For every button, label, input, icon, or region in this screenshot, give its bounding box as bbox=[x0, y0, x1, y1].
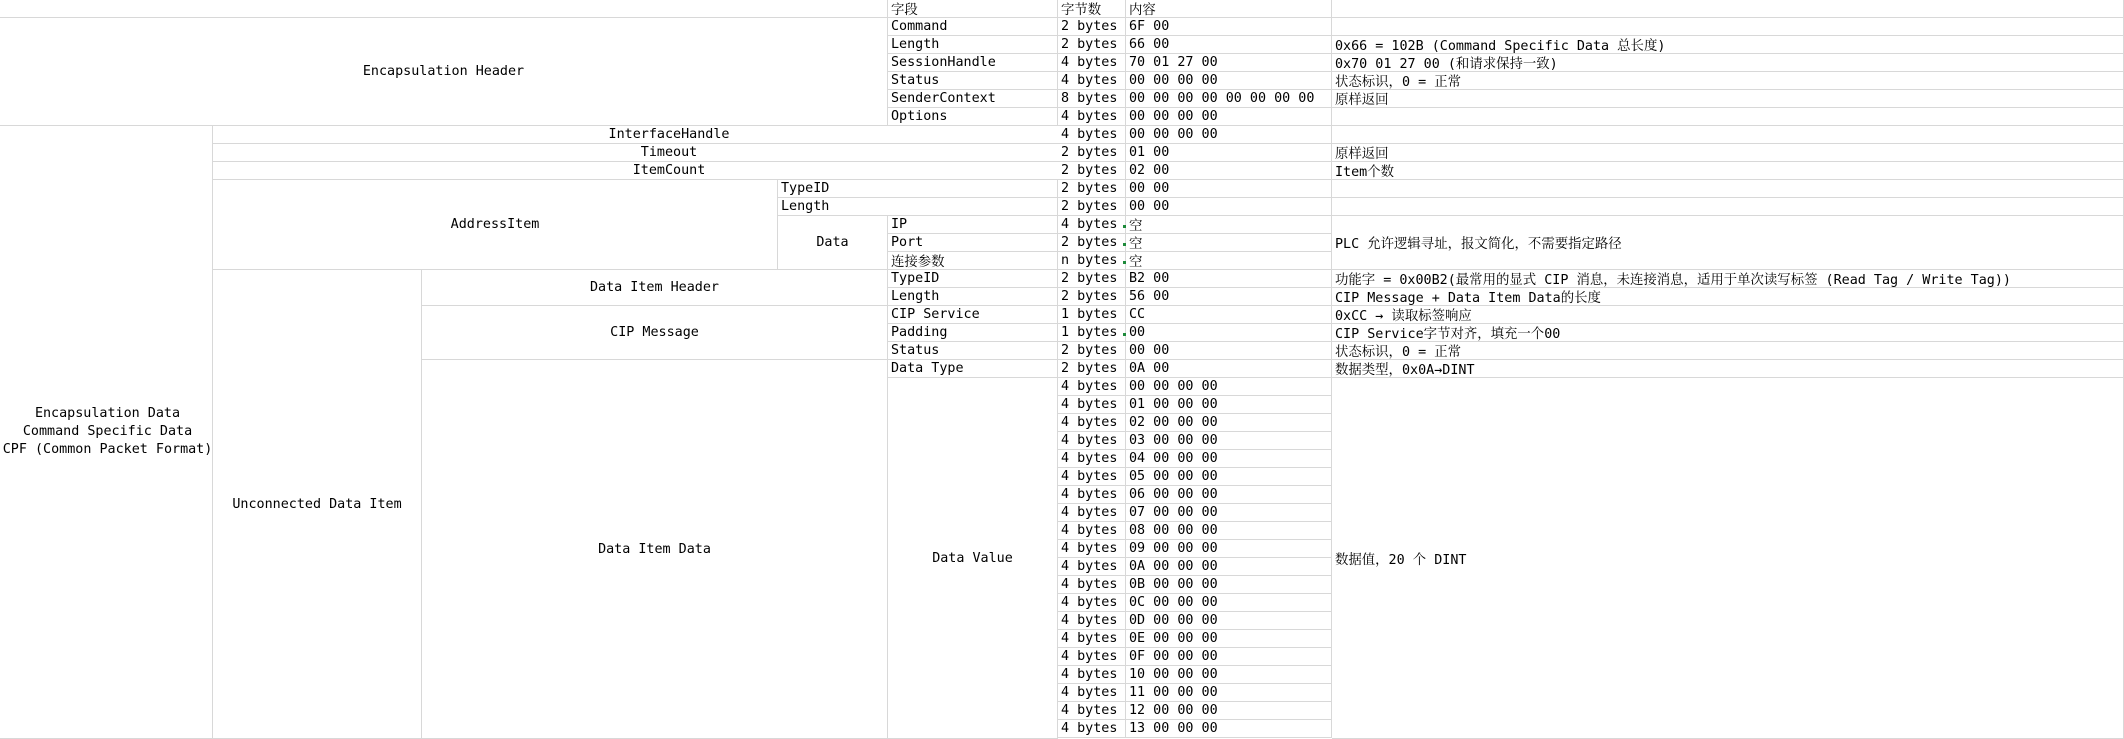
item-count-cell[interactable]: ItemCount bbox=[213, 162, 1126, 180]
address-item-group[interactable]: AddressItem bbox=[213, 180, 778, 270]
data-value-bytes-cell[interactable]: 4 bytes bbox=[1058, 378, 1126, 396]
header-content-cell[interactable]: 6F 00 bbox=[1126, 18, 1332, 36]
column-header-content[interactable]: 内容 bbox=[1126, 0, 1332, 18]
address-content-cell[interactable]: 00 00 bbox=[1126, 180, 1332, 198]
item-field-cell[interactable]: Status bbox=[888, 342, 1058, 360]
address-content-cell[interactable]: 空 bbox=[1126, 216, 1332, 234]
address-content-cell[interactable]: 空 bbox=[1126, 234, 1332, 252]
address-data-group[interactable]: Data bbox=[778, 216, 888, 270]
address-field-cell[interactable]: Port bbox=[888, 234, 1058, 252]
cpf-content-cell[interactable]: 02 00 bbox=[1126, 162, 1332, 180]
interface-handle-cell[interactable]: InterfaceHandle bbox=[213, 126, 1126, 144]
address-field-cell[interactable]: Length bbox=[778, 198, 1058, 216]
padding-cell-marker bbox=[1123, 333, 1126, 336]
header-content-cell[interactable]: 00 00 00 00 00 00 00 00 bbox=[1126, 90, 1332, 108]
data-value-bytes-cell[interactable]: 4 bytes bbox=[1058, 396, 1126, 414]
data-value-content-cell[interactable]: 0F 00 00 00 bbox=[1126, 648, 1332, 666]
address-bytes-cell[interactable]: 2 bytes bbox=[1058, 180, 1126, 198]
header-note-cell[interactable] bbox=[1332, 108, 2124, 126]
header-field-cell[interactable]: Status bbox=[888, 72, 1058, 90]
item-content-cell[interactable]: CC bbox=[1126, 306, 1332, 324]
header-note-cell[interactable]: 0x70 01 27 00 (和请求保持一致) bbox=[1332, 54, 2124, 72]
data-value-content-cell[interactable]: 0C 00 00 00 bbox=[1126, 594, 1332, 612]
data-value-bytes-cell[interactable]: 4 bytes bbox=[1058, 504, 1126, 522]
data-value-bytes-cell[interactable]: 4 bytes bbox=[1058, 414, 1126, 432]
encapsulation-header-group[interactable]: Encapsulation Header bbox=[0, 18, 888, 126]
item-note-cell[interactable]: 状态标识，0 = 正常 bbox=[1332, 342, 2124, 360]
header-field-cell[interactable]: Length bbox=[888, 36, 1058, 54]
data-value-content-cell[interactable]: 0D 00 00 00 bbox=[1126, 612, 1332, 630]
cpf-bytes-cell[interactable]: 4 bytes bbox=[1058, 126, 1126, 144]
item-content-cell[interactable]: 0A 00 bbox=[1126, 360, 1332, 378]
item-bytes-cell[interactable]: 2 bytes bbox=[1058, 270, 1126, 288]
data-value-bytes-cell[interactable]: 4 bytes bbox=[1058, 720, 1126, 738]
data-value-bytes-cell[interactable]: 4 bytes bbox=[1058, 594, 1126, 612]
column-header-field[interactable]: 字段 bbox=[888, 0, 1058, 18]
data-value-bytes-cell[interactable]: 4 bytes bbox=[1058, 684, 1126, 702]
data-value-note[interactable]: 数据值，20 个 DINT bbox=[1332, 378, 2124, 739]
item-field-cell[interactable]: Data Type bbox=[888, 360, 1058, 378]
item-field-cell[interactable]: Padding bbox=[888, 324, 1058, 342]
cpf-note-cell[interactable] bbox=[1332, 126, 2124, 144]
data-value-content-cell[interactable]: 06 00 00 00 bbox=[1126, 486, 1332, 504]
header-note-cell[interactable] bbox=[1332, 18, 2124, 36]
data-value-bytes-cell[interactable]: 4 bytes bbox=[1058, 432, 1126, 450]
header-field-cell[interactable]: SenderContext bbox=[888, 90, 1058, 108]
header-content-cell[interactable]: 00 00 00 00 bbox=[1126, 72, 1332, 90]
header-field-cell[interactable]: SessionHandle bbox=[888, 54, 1058, 72]
item-bytes-cell[interactable]: 1 bytes bbox=[1058, 306, 1126, 324]
address-bytes-cell[interactable]: 2 bytes bbox=[1058, 198, 1126, 216]
data-value-content-cell[interactable]: 02 00 00 00 bbox=[1126, 414, 1332, 432]
item-bytes-cell[interactable]: 1 bytes bbox=[1058, 324, 1126, 342]
data-value-content-cell[interactable]: 0B 00 00 00 bbox=[1126, 576, 1332, 594]
data-value-bytes-cell[interactable]: 4 bytes bbox=[1058, 666, 1126, 684]
data-value-content-cell[interactable]: 0A 00 00 00 bbox=[1126, 558, 1332, 576]
data-value-content-cell[interactable]: 00 00 00 00 bbox=[1126, 378, 1332, 396]
data-value-bytes-cell[interactable]: 4 bytes bbox=[1058, 576, 1126, 594]
cip-message-group[interactable]: CIP Message bbox=[422, 306, 888, 360]
data-value-bytes-cell[interactable]: 4 bytes bbox=[1058, 630, 1126, 648]
data-value-content-cell[interactable]: 01 00 00 00 bbox=[1126, 396, 1332, 414]
address-bytes-cell[interactable]: n bytes bbox=[1058, 252, 1126, 270]
item-note-cell[interactable]: CIP Message + Data Item Data的长度 bbox=[1332, 288, 2124, 306]
header-content-cell[interactable]: 70 01 27 00 bbox=[1126, 54, 1332, 72]
address-bytes-cell[interactable]: 4 bytes bbox=[1058, 216, 1126, 234]
data-value-content-cell[interactable]: 11 00 00 00 bbox=[1126, 684, 1332, 702]
data-value-bytes-cell[interactable]: 4 bytes bbox=[1058, 702, 1126, 720]
encapsulation-data-label-2: Command Specific Data bbox=[22, 424, 193, 439]
data-item-header-group[interactable]: Data Item Header bbox=[422, 270, 888, 306]
data-value-content-cell[interactable]: 07 00 00 00 bbox=[1126, 504, 1332, 522]
item-field-cell[interactable]: CIP Service bbox=[888, 306, 1058, 324]
header-content-cell[interactable]: 00 00 00 00 bbox=[1126, 108, 1332, 126]
cpf-note-cell[interactable]: Item个数 bbox=[1332, 162, 2124, 180]
encapsulation-data-label-1: Encapsulation Data bbox=[34, 406, 181, 421]
data-value-bytes-cell[interactable]: 4 bytes bbox=[1058, 558, 1126, 576]
data-value-bytes-cell[interactable]: 4 bytes bbox=[1058, 486, 1126, 504]
header-note-cell[interactable]: 0x66 = 102B (Command Specific Data 总长度) bbox=[1332, 36, 2124, 54]
data-value-bytes-cell[interactable]: 4 bytes bbox=[1058, 468, 1126, 486]
header-bytes-cell[interactable]: 2 bytes bbox=[1058, 36, 1126, 54]
data-value-content-cell[interactable]: 13 00 00 00 bbox=[1126, 720, 1332, 738]
item-content-cell[interactable]: 00 bbox=[1126, 324, 1332, 342]
address-field-cell[interactable]: TypeID bbox=[778, 180, 1058, 198]
timeout-cell[interactable]: Timeout bbox=[213, 144, 1126, 162]
data-value-group[interactable]: Data Value bbox=[888, 378, 1058, 739]
header-note-cell[interactable]: 原样返回 bbox=[1332, 90, 2124, 108]
header-bytes-cell[interactable]: 8 bytes bbox=[1058, 90, 1126, 108]
item-content-cell[interactable]: 00 00 bbox=[1126, 342, 1332, 360]
data-value-bytes-cell[interactable]: 4 bytes bbox=[1058, 612, 1126, 630]
item-note-cell[interactable]: 0xCC → 读取标签响应 bbox=[1332, 306, 2124, 324]
header-content-cell[interactable]: 66 00 bbox=[1126, 36, 1332, 54]
data-value-content-cell[interactable]: 10 00 00 00 bbox=[1126, 666, 1332, 684]
item-content-cell[interactable]: 56 00 bbox=[1126, 288, 1332, 306]
item-note-cell[interactable]: CIP Service字节对齐，填充一个00 bbox=[1332, 324, 2124, 342]
data-item-data-group[interactable]: Data Item Data bbox=[422, 360, 888, 739]
cpf-note-cell[interactable]: 原样返回 bbox=[1332, 144, 2124, 162]
cpf-bytes-cell[interactable]: 2 bytes bbox=[1058, 144, 1126, 162]
header-bytes-cell[interactable]: 2 bytes bbox=[1058, 18, 1126, 36]
item-content-cell[interactable]: B2 00 bbox=[1126, 270, 1332, 288]
header-bytes-cell[interactable]: 4 bytes bbox=[1058, 54, 1126, 72]
header-note-cell[interactable]: 状态标识，0 = 正常 bbox=[1332, 72, 2124, 90]
item-field-cell[interactable]: TypeID bbox=[888, 270, 1058, 288]
unconnected-data-item-group[interactable]: Unconnected Data Item bbox=[213, 270, 422, 739]
cpf-content-cell[interactable]: 00 00 00 00 bbox=[1126, 126, 1332, 144]
header-bytes-cell[interactable]: 4 bytes bbox=[1058, 108, 1126, 126]
header-bytes-cell[interactable]: 4 bytes bbox=[1058, 72, 1126, 90]
item-note-cell[interactable]: 数据类型，0x0A→DINT bbox=[1332, 360, 2124, 378]
ip-cell-marker bbox=[1123, 225, 1126, 228]
data-value-content-cell[interactable]: 12 00 00 00 bbox=[1126, 702, 1332, 720]
data-value-bytes-cell[interactable]: 4 bytes bbox=[1058, 540, 1126, 558]
address-content-cell[interactable]: 00 00 bbox=[1126, 198, 1332, 216]
data-value-content-cell[interactable]: 03 00 00 00 bbox=[1126, 432, 1332, 450]
data-value-content-cell[interactable]: 04 00 00 00 bbox=[1126, 450, 1332, 468]
item-note-cell[interactable]: 功能字 = 0x00B2(最常用的显式 CIP 消息，未连接消息，适用于单次读写标签 (Read Tag / Write Tag)) bbox=[1332, 270, 2124, 288]
item-field-cell[interactable]: Length bbox=[888, 288, 1058, 306]
data-value-content-cell[interactable]: 08 00 00 00 bbox=[1126, 522, 1332, 540]
header-blank-cell[interactable] bbox=[0, 0, 888, 18]
header-field-cell[interactable]: Options bbox=[888, 108, 1058, 126]
params-cell-marker bbox=[1123, 261, 1126, 264]
address-bytes-cell[interactable]: 2 bytes bbox=[1058, 234, 1126, 252]
encapsulation-data-label-3: CPF (Common Packet Format) bbox=[2, 442, 213, 457]
item-bytes-cell[interactable]: 2 bytes bbox=[1058, 360, 1126, 378]
address-length-note[interactable] bbox=[1332, 198, 2124, 216]
address-field-cell[interactable]: 连接参数 bbox=[888, 252, 1058, 270]
encapsulation-data-group[interactable] bbox=[0, 126, 213, 739]
item-bytes-cell[interactable]: 2 bytes bbox=[1058, 342, 1126, 360]
data-value-content-cell[interactable]: 0E 00 00 00 bbox=[1126, 630, 1332, 648]
data-value-content-cell[interactable]: 05 00 00 00 bbox=[1126, 468, 1332, 486]
data-value-bytes-cell[interactable]: 4 bytes bbox=[1058, 648, 1126, 666]
cpf-bytes-cell[interactable]: 2 bytes bbox=[1058, 162, 1126, 180]
item-bytes-cell[interactable]: 2 bytes bbox=[1058, 288, 1126, 306]
column-header-note[interactable] bbox=[1332, 0, 2124, 18]
address-typeid-note[interactable] bbox=[1332, 180, 2124, 198]
port-cell-marker bbox=[1123, 243, 1126, 246]
data-value-bytes-cell[interactable]: 4 bytes bbox=[1058, 522, 1126, 540]
header-field-cell[interactable]: Command bbox=[888, 18, 1058, 36]
cpf-content-cell[interactable]: 01 00 bbox=[1126, 144, 1332, 162]
address-data-note[interactable]: PLC 允许逻辑寻址，报文简化，不需要指定路径 bbox=[1332, 216, 2124, 270]
column-header-bytes[interactable]: 字节数 bbox=[1058, 0, 1126, 18]
data-value-bytes-cell[interactable]: 4 bytes bbox=[1058, 450, 1126, 468]
address-field-cell[interactable]: IP bbox=[888, 216, 1058, 234]
address-content-cell[interactable]: 空 bbox=[1126, 252, 1332, 270]
data-value-content-cell[interactable]: 09 00 00 00 bbox=[1126, 540, 1332, 558]
